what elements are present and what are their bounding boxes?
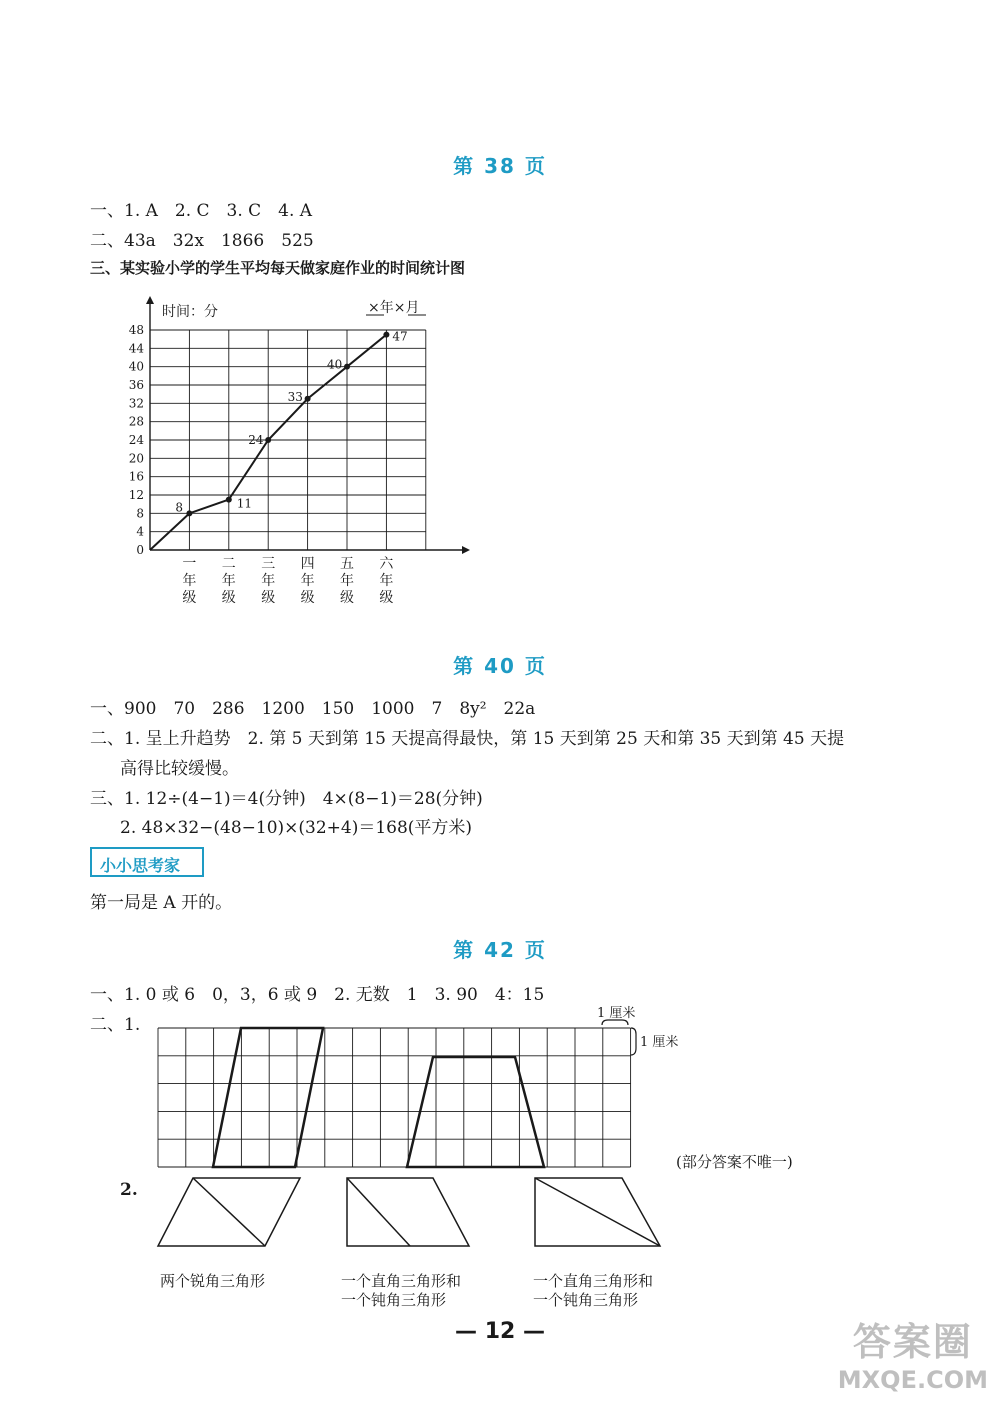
answer-line-40-2b: 高得比较缓慢。 [120, 759, 239, 779]
unit-label-top: 1 厘米 [597, 1006, 636, 1021]
unit-label-side: 1 厘米 [640, 1035, 679, 1050]
x-tick-label: 年 [182, 573, 197, 589]
watermark-logo [838, 1311, 988, 1394]
watermark-top: 答案圈 [852, 1320, 973, 1364]
answer-line-40-1: 一、900 70 286 1200 150 1000 7 8y² 22a [90, 699, 536, 719]
figure-3 [535, 1178, 660, 1246]
x-tick-label: 级 [261, 590, 276, 606]
y-tick-label: 32 [128, 396, 144, 411]
y-tick-label: 24 [128, 433, 144, 447]
answer-line-38-1: 一、1. A 2. C 3. C 4. A [90, 201, 313, 221]
answer-line-38-2: 二、43a 32x 1866 525 [90, 231, 314, 251]
x-tick-label: 级 [221, 590, 236, 606]
x-tick-label: 二 [221, 556, 236, 572]
chart-grid [150, 330, 426, 550]
y-tick-label: 48 [128, 323, 144, 337]
fig2-caption-a: 一个直角三角形和 [341, 1272, 462, 1290]
fig3-caption-b: 一个钝角三角形 [533, 1291, 639, 1309]
x-tick-label: 四 [300, 556, 315, 572]
y-tick-label: 44 [128, 341, 144, 356]
y-tick-label: 0 [136, 543, 144, 557]
data-label: 33 [287, 389, 303, 404]
chart-date-label: ×年×月 [368, 300, 420, 316]
fig1-caption: 两个锐角三角形 [160, 1272, 266, 1290]
x-tick-label: 年 [221, 573, 236, 589]
x-tick-label: 级 [300, 590, 315, 606]
figure-2 [347, 1178, 469, 1246]
parallelogram-shape [213, 1028, 323, 1167]
section-title-page-38: 第 38 页 [453, 154, 547, 178]
data-label: 24 [248, 433, 264, 447]
x-tick-label: 年 [300, 573, 315, 589]
y-tick-label: 16 [128, 469, 144, 484]
item-2-prefix: 2. [120, 1180, 138, 1200]
thinker-label: 小小思考家 [100, 856, 181, 875]
data-point [265, 437, 271, 443]
chart-series [150, 332, 389, 550]
data-point [344, 364, 350, 370]
x-tick-label: 年 [340, 573, 354, 589]
data-point [186, 510, 192, 516]
answer-line-40-3b: 2. 48×32−(48−10)×(32+4)＝168(平方米) [120, 818, 473, 838]
y-tick-label: 20 [128, 451, 144, 466]
data-point [226, 497, 232, 503]
section-title-page-42: 第 42 页 [453, 938, 547, 962]
thinker-answer: 第一局是 A 开的。 [90, 893, 233, 913]
x-tick-label: 年 [379, 573, 394, 589]
answer-line-40-3a: 三、1. 12÷(4−1)＝4(分钟) 4×(8−1)＝28(分钟) [90, 789, 483, 809]
figure-1 [158, 1178, 300, 1246]
answer-line-40-2a: 二、1. 呈上升趋势 2. 第 5 天到第 15 天提高得最快，第 15 天到第 25 天和第 35 天到第 45 天提 [90, 729, 845, 749]
x-tick-label: 级 [340, 590, 354, 606]
fig2-caption-b: 一个钝角三角形 [341, 1291, 447, 1309]
x-tick-label: 一 [182, 556, 197, 572]
parallelogram-figures [0, 1170, 1000, 1250]
x-tick-label: 年 [261, 573, 276, 589]
line-chart [0, 290, 1000, 610]
y-tick-label: 36 [128, 378, 144, 392]
grid-lines [158, 1028, 631, 1167]
x-tick-label: 级 [379, 590, 394, 606]
y-tick-label: 8 [136, 506, 144, 521]
data-label: 47 [392, 329, 408, 344]
x-tick-label: 五 [340, 556, 354, 572]
section-title-page-40: 第 40 页 [453, 654, 547, 678]
y-axis-arrow [146, 296, 154, 304]
fig3-caption-a: 一个直角三角形和 [533, 1272, 654, 1290]
y-tick-label: 40 [128, 359, 144, 374]
data-label: 8 [175, 500, 184, 515]
data-point [383, 332, 389, 338]
unit-bracket-side [631, 1028, 636, 1055]
chart-x-tick-labels [182, 556, 394, 606]
answer-line-42-2-prefix: 二、1. [90, 1015, 141, 1035]
data-label: 11 [236, 496, 253, 511]
thinker-box [90, 847, 204, 877]
x-tick-label: 级 [182, 590, 197, 606]
chart-y-axis-label: 时间：分 [162, 304, 218, 320]
x-axis-arrow [462, 546, 470, 554]
trapezoid-shape [407, 1057, 544, 1167]
y-tick-label: 12 [128, 488, 144, 502]
data-point [305, 396, 311, 402]
note-answers-not-unique: (部分答案不唯一) [676, 1153, 793, 1171]
x-tick-label: 三 [261, 556, 276, 572]
watermark-bottom: MXQE.COM [837, 1366, 988, 1394]
page-number: — 12 — [455, 1319, 545, 1344]
chart-y-tick-labels [129, 323, 145, 557]
data-label: 40 [327, 357, 343, 372]
answer-line-42-1: 一、1. 0 或 6 0，3，6 或 9 2. 无数 1 3. 90 4：15 [90, 985, 545, 1005]
answer-line-38-3: 三、某实验小学的学生平均每天做家庭作业的时间统计图 [90, 259, 466, 277]
y-tick-label: 28 [128, 414, 144, 429]
x-tick-label: 六 [379, 556, 394, 572]
y-tick-label: 4 [136, 524, 144, 539]
